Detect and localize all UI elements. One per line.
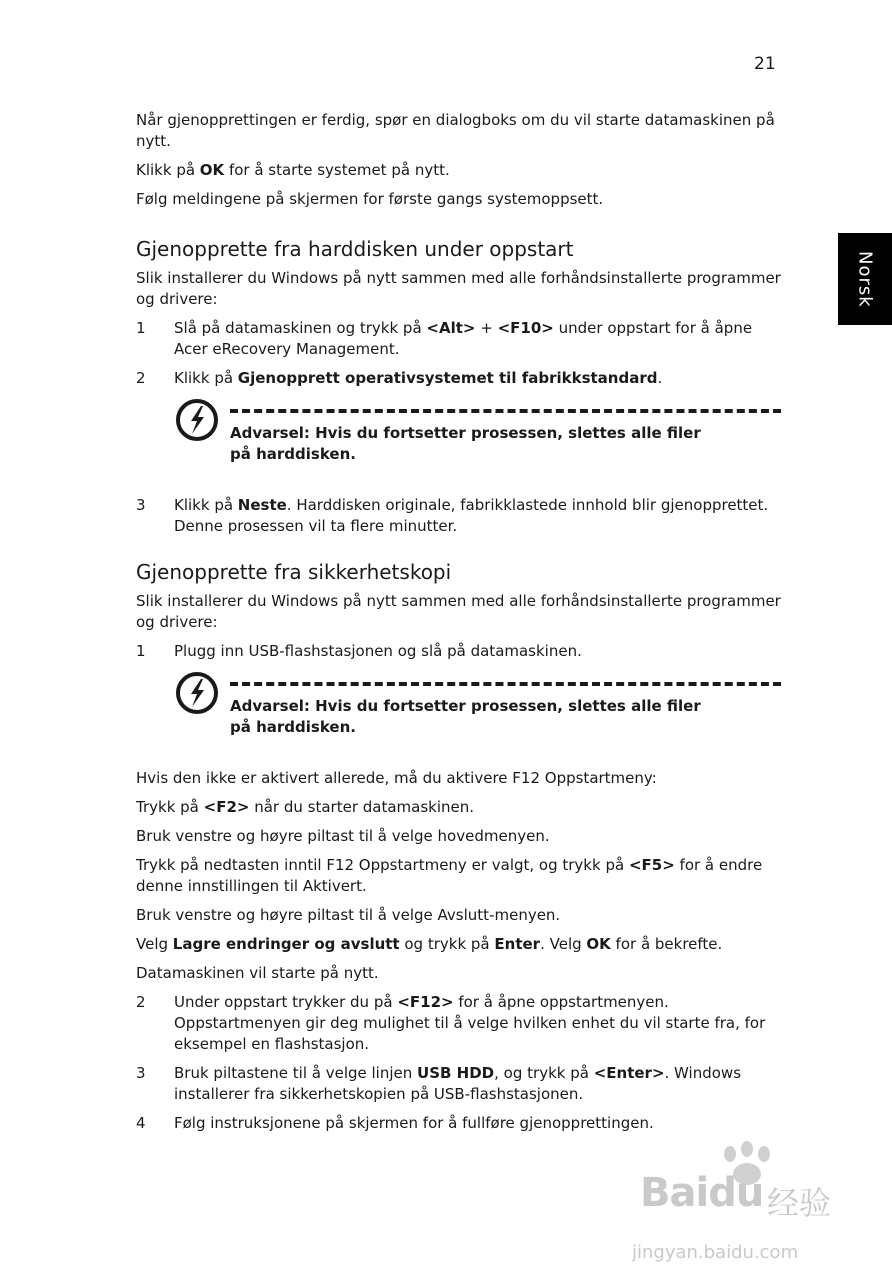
watermark-url: jingyan.baidu.com bbox=[632, 1242, 799, 1263]
body-paragraph: Trykk på nedtasten inntil F12 Oppstartmeny er valgt, og trykk på <F5> for å endre denne innstillingen til Aktivert. bbox=[136, 856, 763, 895]
section-heading: Gjenopprette fra harddisken under oppstart bbox=[136, 237, 574, 261]
body-paragraph: Trykk på <F2> når du starter datamaskinen. bbox=[136, 798, 475, 816]
warning-divider bbox=[230, 409, 781, 413]
section-heading: Gjenopprette fra sikkerhetskopi bbox=[136, 560, 452, 584]
warning-text: Advarsel: Hvis du fortsetter prosessen, slettes alle filer på harddisken. bbox=[230, 424, 701, 463]
warning-lightning-icon bbox=[174, 670, 220, 716]
intro-paragraph: Følg meldingene på skjermen for første gangs systemoppsett. bbox=[136, 190, 604, 208]
body-paragraph: Velg Lagre endringer og avslutt og trykk på Enter. Velg OK for å bekrefte. bbox=[136, 935, 723, 953]
warning-box bbox=[174, 670, 781, 750]
page-number: 21 bbox=[754, 54, 776, 74]
baidu-watermark bbox=[632, 1140, 842, 1270]
body-paragraph: Bruk venstre og høyre piltast til å velge hovedmenyen. bbox=[136, 827, 550, 845]
step-item: 4 Følg instruksjonene på skjermen for å fullføre gjenopprettingen. bbox=[136, 1114, 654, 1132]
watermark-logo: Baidu bbox=[640, 1170, 764, 1216]
step-item: 3 Klikk på Neste. Harddisken originale, fabrikklastede innhold blir gjenopprettet. Denne prosessen vil ta flere minutter. bbox=[136, 496, 769, 535]
warning-text: Advarsel: Hvis du fortsetter prosessen, slettes alle filer på harddisken. bbox=[230, 697, 701, 736]
step-item: 1 Plugg inn USB-flashstasjonen og slå på datamaskinen. bbox=[136, 642, 582, 660]
warning-lightning-icon bbox=[174, 397, 220, 443]
intro-paragraph: Klikk på OK for å starte systemet på nytt. bbox=[136, 161, 450, 179]
language-tab bbox=[838, 233, 892, 325]
language-tab-label: Norsk bbox=[854, 250, 876, 308]
watermark-cn: 经验 bbox=[767, 1184, 832, 1222]
step-item: 1 Slå på datamaskinen og trykk på <Alt> + <F10> under oppstart for å åpne Acer eRecovery Management. bbox=[136, 319, 753, 358]
body-paragraph: Datamaskinen vil starte på nytt. bbox=[136, 964, 379, 982]
warning-divider bbox=[230, 682, 781, 686]
body-paragraph: Hvis den ikke er aktivert allerede, må du aktivere F12 Oppstartmeny: bbox=[136, 769, 657, 787]
step-item: 2 Under oppstart trykker du på <F12> for å åpne oppstartmenyen. Oppstartmenyen gir deg mulighet til å velge hvilken enhet du vil starte fra, for eksempel en flashstasjon. bbox=[136, 993, 766, 1053]
intro-paragraph: Når gjenopprettingen er ferdig, spør en dialogboks om du vil starte datamaskinen på nytt. bbox=[136, 111, 775, 150]
warning-box bbox=[174, 397, 781, 477]
step-item: 3 Bruk piltastene til å velge linjen USB HDD, og trykk på <Enter>. Windows installerer fra sikkerhetskopien på USB-flashstasjonen. bbox=[136, 1064, 742, 1103]
document-body bbox=[136, 110, 781, 1142]
body-paragraph: Bruk venstre og høyre piltast til å velge Avslutt-menyen. bbox=[136, 906, 561, 924]
section-intro: Slik installerer du Windows på nytt sammen med alle forhåndsinstallerte programmer og drivere: bbox=[136, 592, 781, 631]
section-intro: Slik installerer du Windows på nytt sammen med alle forhåndsinstallerte programmer og drivere: bbox=[136, 269, 781, 308]
step-item: 2 Klikk på Gjenopprett operativsystemet til fabrikkstandard. bbox=[136, 369, 663, 387]
